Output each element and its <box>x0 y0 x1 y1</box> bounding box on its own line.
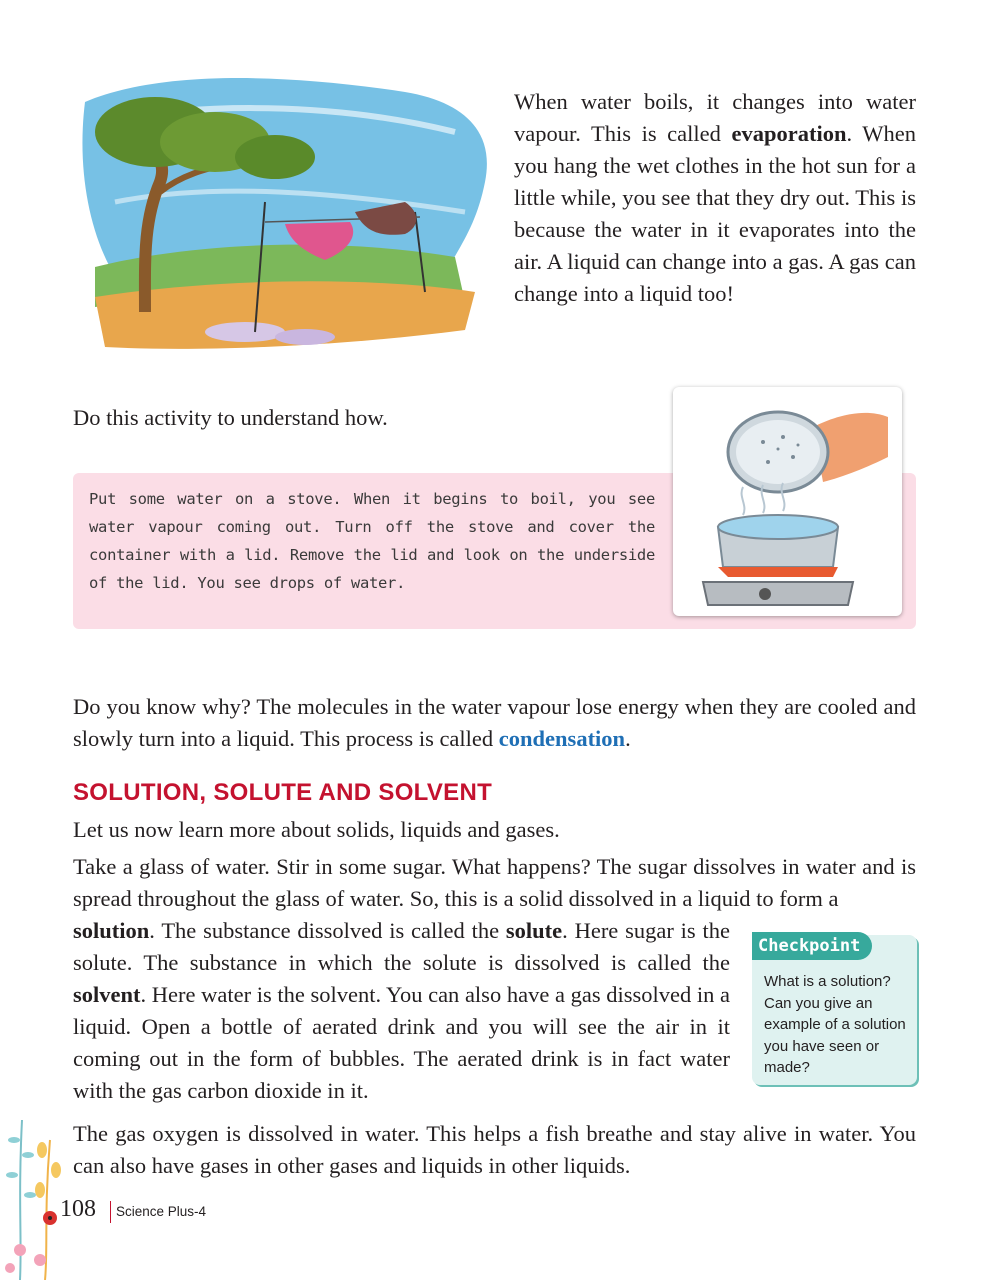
stove-pot-lid-illustration <box>673 387 902 616</box>
checkpoint-box <box>752 935 919 1087</box>
term-solute: solute <box>505 918 563 943</box>
page-number: 108 <box>60 1196 96 1222</box>
term-solvent: solvent <box>73 982 141 1007</box>
term-evaporation: evaporation <box>731 121 847 146</box>
solution-paragraph-first-lines: Take a glass of water. Stir in some sugar. What happens? The sugar dissolves in water and is spread throughout the glass of water. So, this is a solid dissolved in a liquid to form a <box>73 854 916 911</box>
footer-divider <box>110 1201 111 1223</box>
condensation-paragraph: Do you know why? The molecules in the water vapour lose energy when they are cooled and slowly turn into a liquid. This process is called condensation. <box>73 694 916 751</box>
corner-flower-decoration <box>0 1100 72 1280</box>
solution-paragraph-continued: solution. The substance dissolved is called the solute. Here sugar is the solute. The substance in which the solute is dissolved is called the solvent. Here water is the solvent. You can also have a gas dissolved in a liquid. Open a bottle of aerated drink and you will see the air in it coming out in the form of bubbles. The aerated drink is in fact water with the gas carbon dioxide in it. <box>73 918 730 1103</box>
section-heading: SOLUTION, SOLUTE AND SOLVENT <box>73 779 493 806</box>
term-condensation: condensation <box>498 726 626 751</box>
book-title: Science Plus-4 <box>116 1204 207 1219</box>
oxygen-paragraph: The gas oxygen is dissolved in water. This helps a fish breathe and stay alive in water. You can also have gases in other gases and liquids in other liquids. <box>73 1121 916 1178</box>
checkpoint-question: What is a solution? Can you give an example of a solution you have seen or made? <box>764 973 906 1076</box>
activity-instructions: Put some water on a stove. When it begins to boil, you see water vapour coming out. Turn off the stove and cover the container with a lid. Remove the lid and look on the underside of the lid. You see drops of water. <box>89 490 655 592</box>
stove-lid-illustration-card <box>673 387 902 616</box>
section-intro-line: Let us now learn more about solids, liquids and gases. <box>73 817 560 842</box>
term-solution: solution <box>73 918 150 943</box>
checkpoint-label: Checkpoint <box>752 932 872 960</box>
activity-lead-text: Do this activity to understand how. <box>73 405 388 430</box>
evaporation-paragraph: When water boils, it changes into water vapour. This is called evaporation. When you hang the wet clothes in the hot sun for a little while, you see that they dry out. This is because the water in it evaporates into the air. A liquid can change into a gas. A gas can change into a liquid too! <box>514 89 916 306</box>
windy-tree-clothesline-illustration <box>75 62 495 362</box>
